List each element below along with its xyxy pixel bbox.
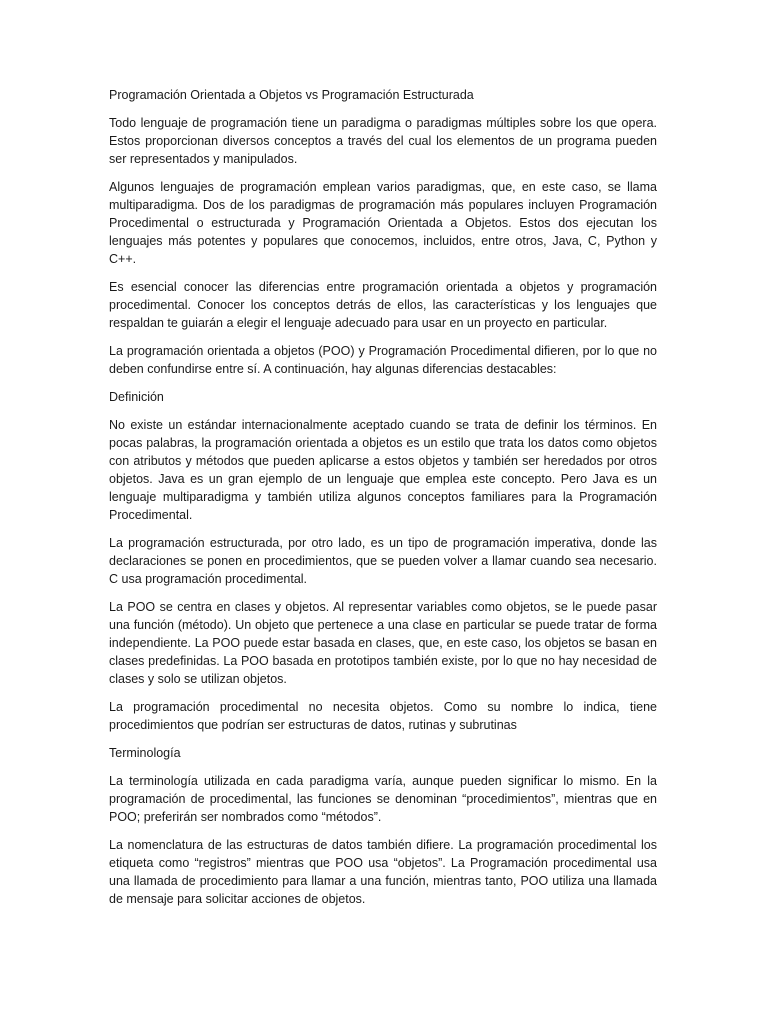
- paragraph-oop-classes: La POO se centra en clases y objetos. Al representar variables como objetos, se le puede pasar una función (método). Un objeto que pertenece a una clase en particular se puede tratar de forma independiente. La POO puede estar basada en clases, que, en este caso, los objetos se basan en clases predefinidas. La POO basada en prototipos también existe, por lo que no hay necesidad de clases y solo se utilizan objetos.: [109, 600, 657, 686]
- paragraph-oop-definition: No existe un estándar internacionalmente aceptado cuando se trata de definir los términos. En pocas palabras, la programación orientada a objetos es un estilo que trata los datos como objetos con atributos y métodos que pueden aplicarse a estos objetos y también ser heredados por otros objetos. Java es un gran ejemplo de un lenguaje que emplea este concepto. Pero Java es un lenguaje multiparadigma y también utiliza algunos conceptos familiares para la Programación Procedimental.: [109, 418, 657, 522]
- paragraph-structured-definition: La programación estructurada, por otro lado, es un tipo de programación imperativa, donde las declaraciones se ponen en procedimientos, que se pueden volver a llamar cuando sea necesario. C usa programación procedimental.: [109, 536, 657, 586]
- paragraph-importance: Es esencial conocer las diferencias entre programación orientada a objetos y programación procedimental. Conocer los conceptos detrás de ellos, las características y los lenguajes que respaldan te guiarán a elegir el lenguaje adecuado para usar en un proyecto en particular.: [109, 280, 657, 330]
- paragraph-multiparadigm: Algunos lenguajes de programación emplean varios paradigmas, que, en este caso, se llama multiparadigma. Dos de los paradigmas de programación más populares incluyen Programación Procedimental o estructurada y Programación Orientada a Objetos. Estos dos ejecutan los lenguajes más potentes y populares que conocemos, incluidos, entre otros, Java, C, Python y C++.: [109, 180, 657, 266]
- paragraph-nomenclature: La nomenclatura de las estructuras de datos también difiere. La programación procedimental los etiqueta como “registros” mientras que POO usa “objetos”. La Programación procedimental usa una llamada de procedimiento para llamar a una función, mientras tanto, POO utiliza una llamada de mensaje para solicitar acciones de objetos.: [109, 838, 657, 906]
- paragraph-intro: Todo lenguaje de programación tiene un paradigma o paradigmas múltiples sobre los que opera. Estos proporcionan diversos conceptos a través del cual los elementos de un programa pueden ser representados y manipulados.: [109, 116, 657, 166]
- section-heading-definicion: Definición: [109, 390, 164, 404]
- paragraph-differences-intro: La programación orientada a objetos (POO) y Programación Procedimental difieren, por lo que no deben confundirse entre sí. A continuación, hay algunas diferencias destacables:: [109, 344, 657, 376]
- paragraph-terminology: La terminología utilizada en cada paradigma varía, aunque pueden significar lo mismo. En la programación de procedimental, las funciones se denominan “procedimientos”, mientras que en POO; preferirán ser nombrados como “métodos”.: [109, 774, 657, 824]
- section-heading-terminologia: Terminología: [109, 746, 181, 760]
- document-body: [109, 86, 657, 918]
- paragraph-procedural-objects: La programación procedimental no necesita objetos. Como su nombre lo indica, tiene procedimientos que podrían ser estructuras de datos, rutinas y subrutinas: [109, 700, 657, 732]
- document-title: Programación Orientada a Objetos vs Programación Estructurada: [109, 88, 474, 102]
